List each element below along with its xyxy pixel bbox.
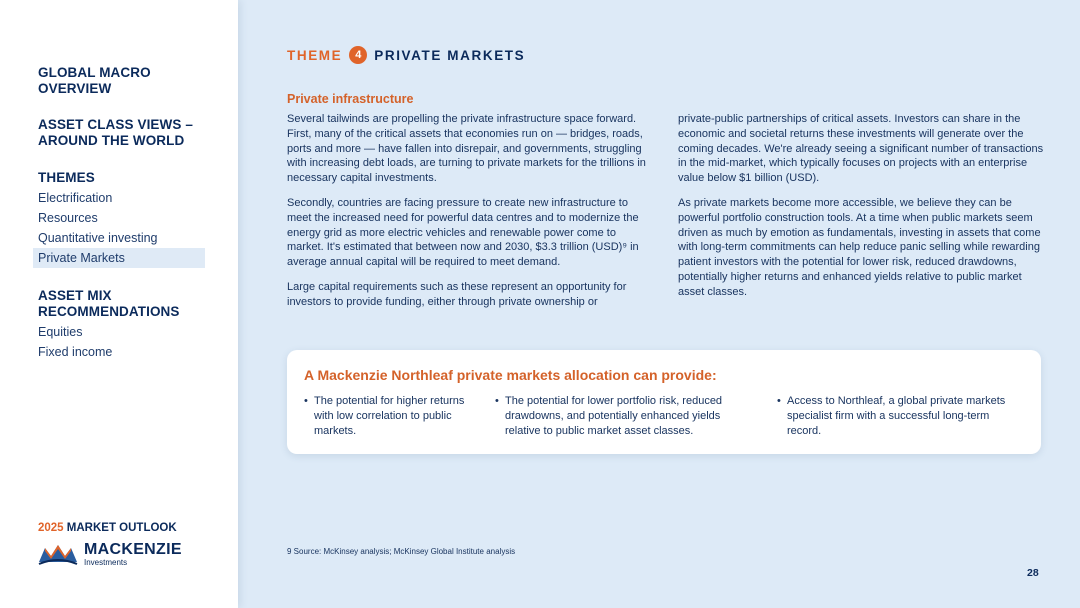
nav-themes <box>38 170 210 268</box>
left-column <box>287 112 653 320</box>
nav-item-private-markets[interactable]: Private Markets <box>33 248 205 268</box>
paragraph: Large capital requirements such as these represent an opportunity for investors to provide funding, either through private ownership or <box>287 280 627 308</box>
nav-item-fixed-income[interactable]: Fixed income <box>38 345 113 359</box>
theme-header <box>287 46 525 64</box>
section-heading: Private infrastructure <box>287 92 414 106</box>
logo-subtitle: Investments <box>84 558 128 567</box>
nav-item-electrification[interactable]: Electrification <box>38 191 113 205</box>
nav-asset-class-label[interactable]: ASSET CLASS VIEWS – AROUND THE WORLD <box>38 117 193 148</box>
nav-item-equities[interactable]: Equities <box>38 325 83 339</box>
callout-box <box>287 350 1041 454</box>
paragraph: As private markets become more accessible, we believe they can be powerful portfolio construction tools. At a time when public markets seem driven as much by emotion as fundamentals, investing in assets that come with long-term commitments can help reduce panic selling while rewarding patient investors with the potential for lower risk, reduced drawdowns, potentially higher returns and enhanced yields relative to public market asset classes. <box>678 196 1041 298</box>
paragraph: Several tailwinds are propelling the private infrastructure space forward. First, many of the critical assets that economies run on — bridges, roads, ports and more — have fallen into disrepair, and governments, struggling with increasing debt loads, are turning to private markets for the trillions in necessary capital investments. <box>287 113 646 185</box>
nav-global-macro[interactable] <box>38 65 188 97</box>
mackenzie-logo-icon <box>38 542 78 566</box>
nav-themes-heading[interactable]: THEMES <box>38 170 95 185</box>
right-column <box>678 112 1044 310</box>
nav-global-macro-label[interactable]: GLOBAL MACRO OVERVIEW <box>38 65 151 96</box>
callout-bullet: • Access to Northleaf, a global private markets specialist firm with a successful long-term record. <box>777 394 1017 438</box>
footnote: 9 Source: McKinsey analysis; McKinsey Global Institute analysis <box>287 547 516 556</box>
callout-bullet: • The potential for lower portfolio risk, reduced drawdowns, and potentially enhanced yields relative to public market asset classes. <box>495 394 755 438</box>
outlook-text: MARKET OUTLOOK <box>66 522 177 534</box>
nav-asset-class-views[interactable] <box>38 117 208 149</box>
callout-title: A Mackenzie Northleaf private markets allocation can provide: <box>304 367 717 383</box>
logo-name: MACKENZIE <box>84 541 182 558</box>
market-outlook-label <box>38 522 177 534</box>
callout-bullet: • The potential for higher returns with low correlation to public markets. <box>304 394 474 438</box>
paragraph: private-public partnerships of critical assets. Investors can share in the economic and societal returns these investments will generate over the coming decades. We're already seeing a significant number of transactions in the mid-market, which typically focuses on projects with an enterprise value below $1 billion (USD). <box>678 113 1044 185</box>
page-title: PRIVATE MARKETS <box>374 47 526 63</box>
outlook-year: 2025 <box>38 522 64 534</box>
page-number: 28 <box>1027 567 1039 579</box>
nav-item-quantitative-investing[interactable]: Quantitative investing <box>38 231 158 245</box>
paragraph: Secondly, countries are facing pressure to create new infrastructure to meet the increased need for powerful data centres and to modernize the energy grid as more electric vehicles and renewable power come to market. It's estimated that between now and 2030, $3.3 trillion (USD)⁹ in average annual capital will be required to meet demand. <box>287 196 639 269</box>
nav-asset-mix <box>38 288 210 362</box>
theme-number-badge: 4 <box>349 46 367 64</box>
nav-asset-mix-heading[interactable]: ASSET MIX RECOMMENDATIONS <box>38 288 180 319</box>
nav-item-resources[interactable]: Resources <box>38 211 98 225</box>
theme-word: THEME <box>287 47 343 63</box>
sidebar <box>0 0 238 608</box>
mackenzie-logo <box>38 541 182 567</box>
